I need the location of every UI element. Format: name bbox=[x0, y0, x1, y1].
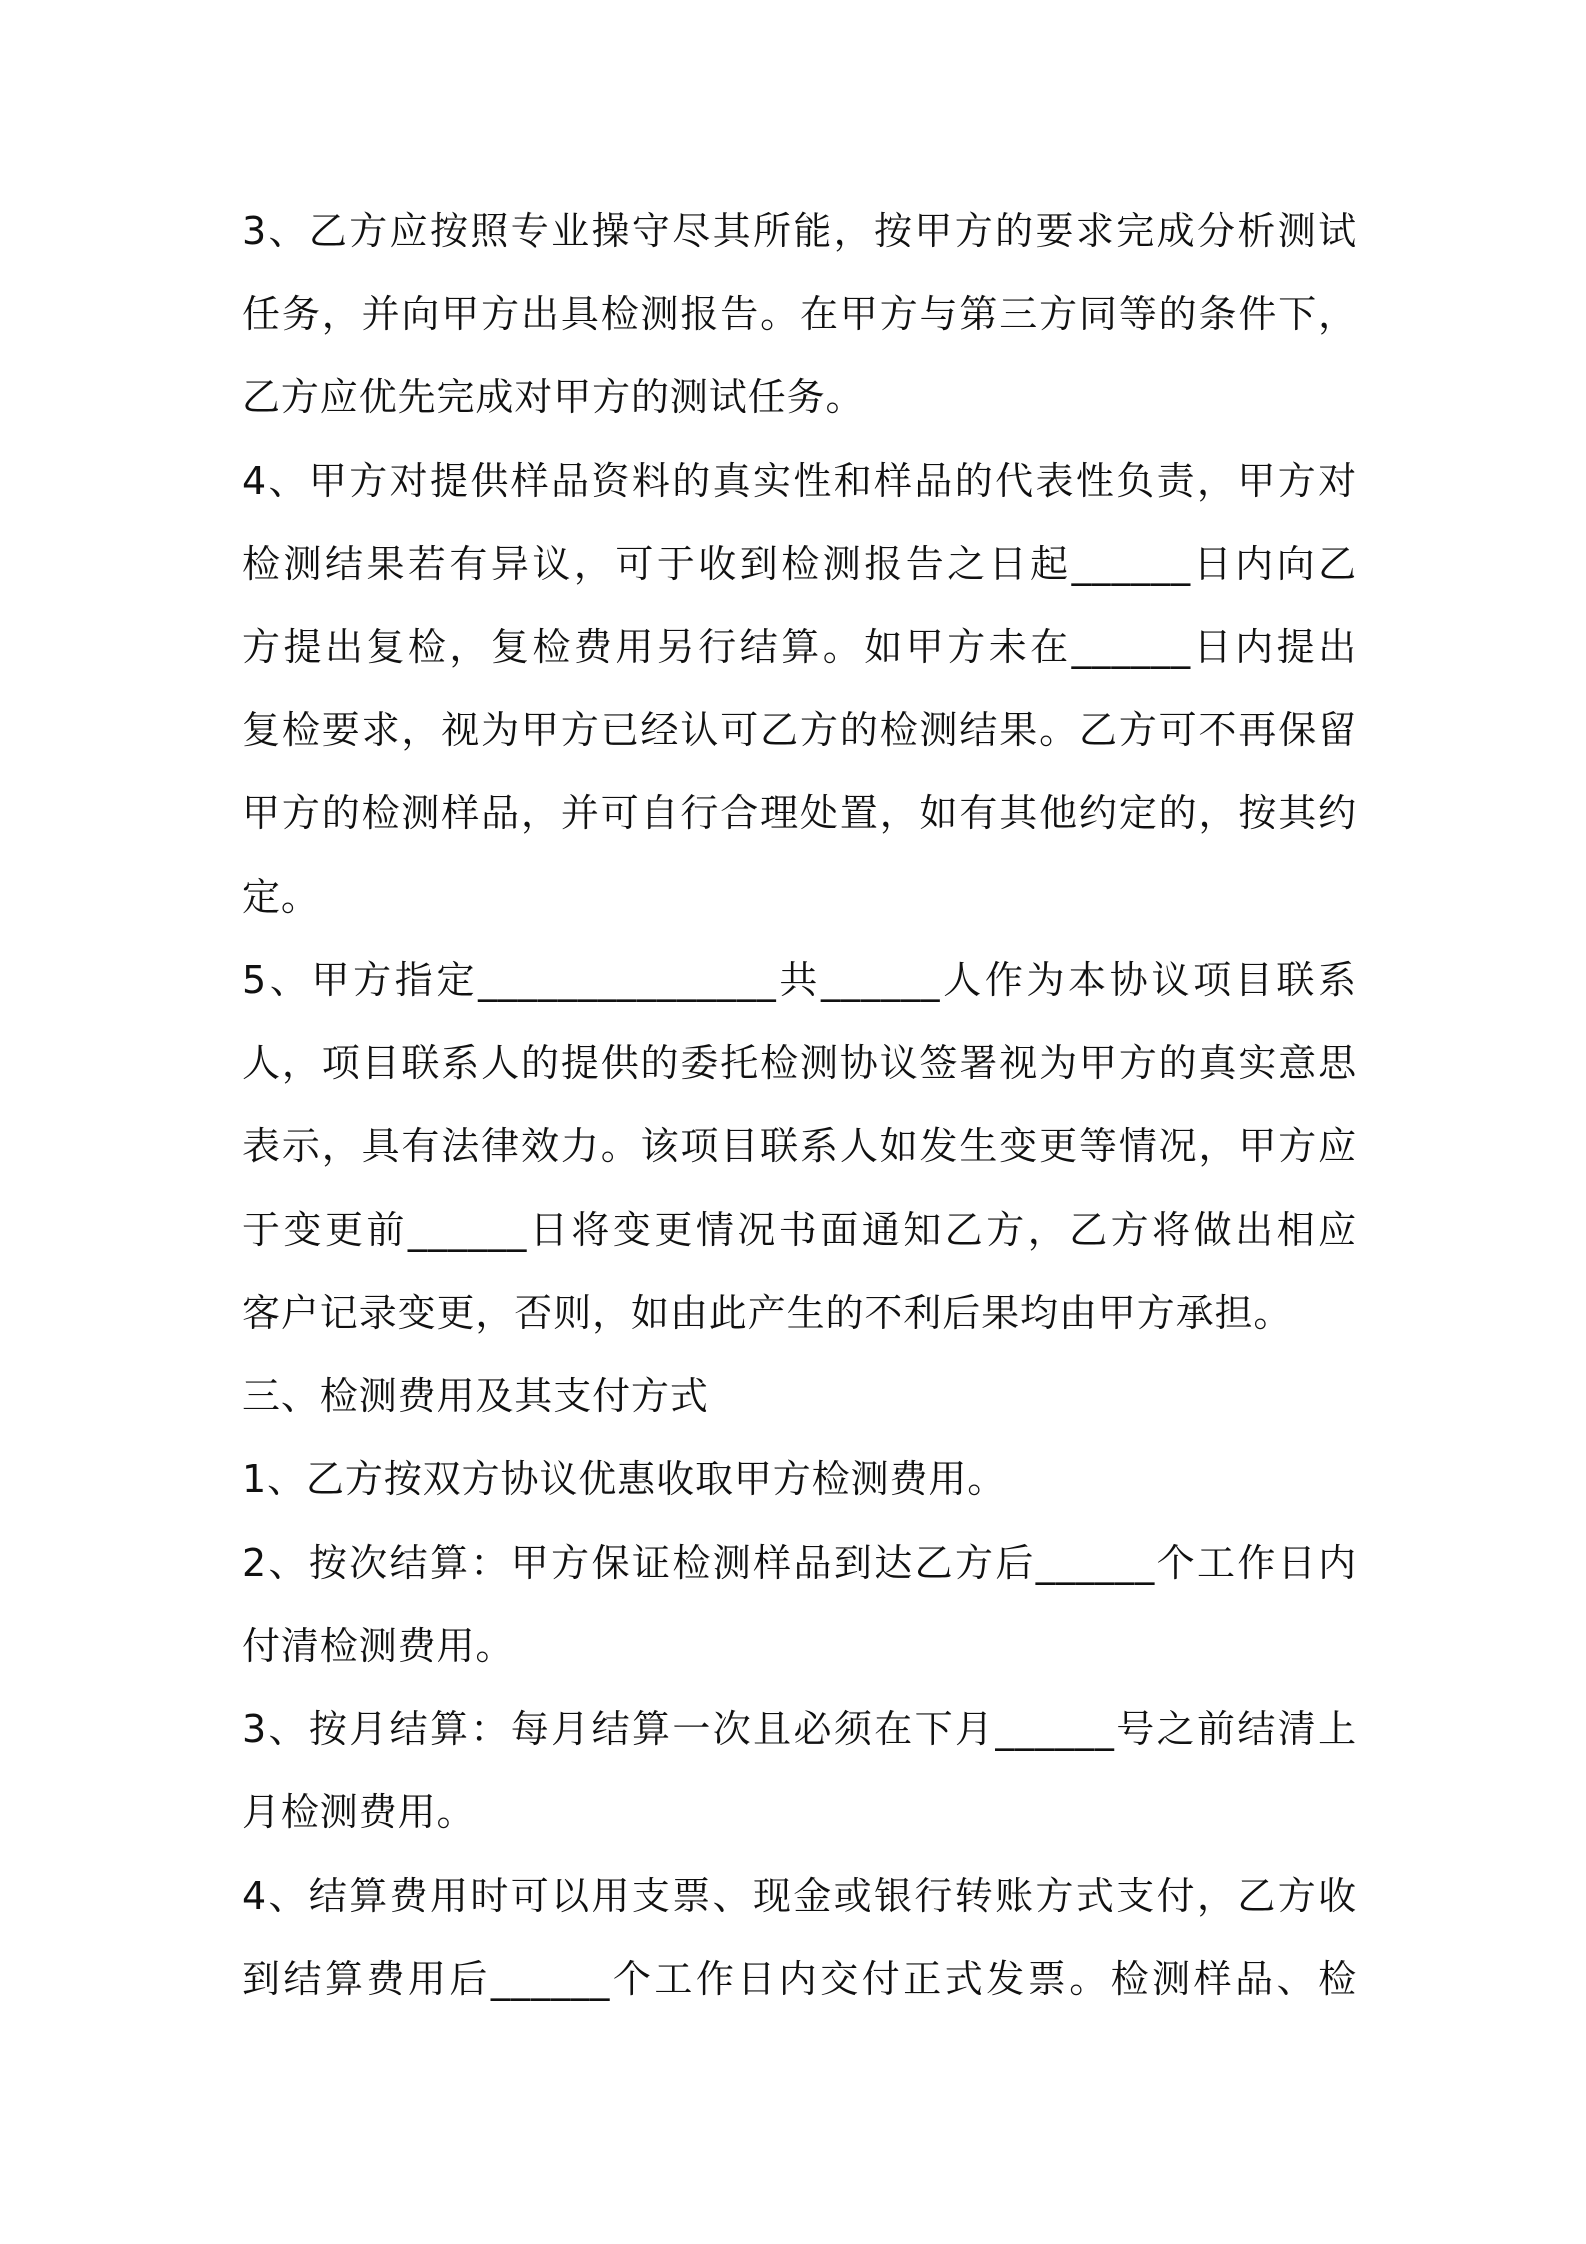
text-line: 乙方应优先完成对甲方的测试任务。 bbox=[242, 375, 865, 419]
text-line: 复检要求，视为甲方已经认可乙方的检测结果。乙方可不再保留 bbox=[242, 708, 1357, 752]
text-line: 定。 bbox=[242, 875, 320, 919]
text-line: 任务，并向甲方出具检测报告。在甲方与第三方同等的条件下， bbox=[242, 292, 1357, 336]
text-line: 付清检测费用。 bbox=[242, 1624, 515, 1668]
text-line: 5、甲方指定_______________共______人作为本协议项目联系 bbox=[242, 958, 1357, 1002]
text-line: 4、结算费用时可以用支票、现金或银行转账方式支付，乙方收 bbox=[242, 1874, 1357, 1918]
text-line: 到结算费用后______个工作日内交付正式发票。检测样品、检 bbox=[242, 1957, 1357, 2001]
text-line: 月检测费用。 bbox=[242, 1790, 476, 1834]
text-line: 4、甲方对提供样品资料的真实性和样品的代表性负责，甲方对 bbox=[242, 459, 1357, 503]
text-line: 客户记录变更，否则，如由此产生的不利后果均由甲方承担。 bbox=[242, 1291, 1293, 1335]
text-line: 人，项目联系人的提供的委托检测协议签署视为甲方的真实意思 bbox=[242, 1041, 1357, 1085]
text-line: 1、乙方按双方协议优惠收取甲方检测费用。 bbox=[242, 1457, 1007, 1501]
section-heading: 三、检测费用及其支付方式 bbox=[242, 1374, 709, 1418]
text-line: 甲方的检测样品，并可自行合理处置，如有其他约定的，按其约 bbox=[242, 791, 1357, 835]
text-line: 3、乙方应按照专业操守尽其所能，按甲方的要求完成分析测试 bbox=[242, 209, 1357, 253]
text-line: 检测结果若有异议，可于收到检测报告之日起______日内向乙 bbox=[242, 542, 1357, 586]
text-line: 2、按次结算：甲方保证检测样品到达乙方后______个工作日内 bbox=[242, 1541, 1357, 1585]
text-line: 3、按月结算：每月结算一次且必须在下月______号之前结清上 bbox=[242, 1707, 1357, 1751]
text-line: 于变更前______日将变更情况书面通知乙方，乙方将做出相应 bbox=[242, 1208, 1357, 1252]
text-line: 表示，具有法律效力。该项目联系人如发生变更等情况，甲方应 bbox=[242, 1124, 1357, 1168]
text-line: 方提出复检，复检费用另行结算。如甲方未在______日内提出 bbox=[242, 625, 1357, 669]
